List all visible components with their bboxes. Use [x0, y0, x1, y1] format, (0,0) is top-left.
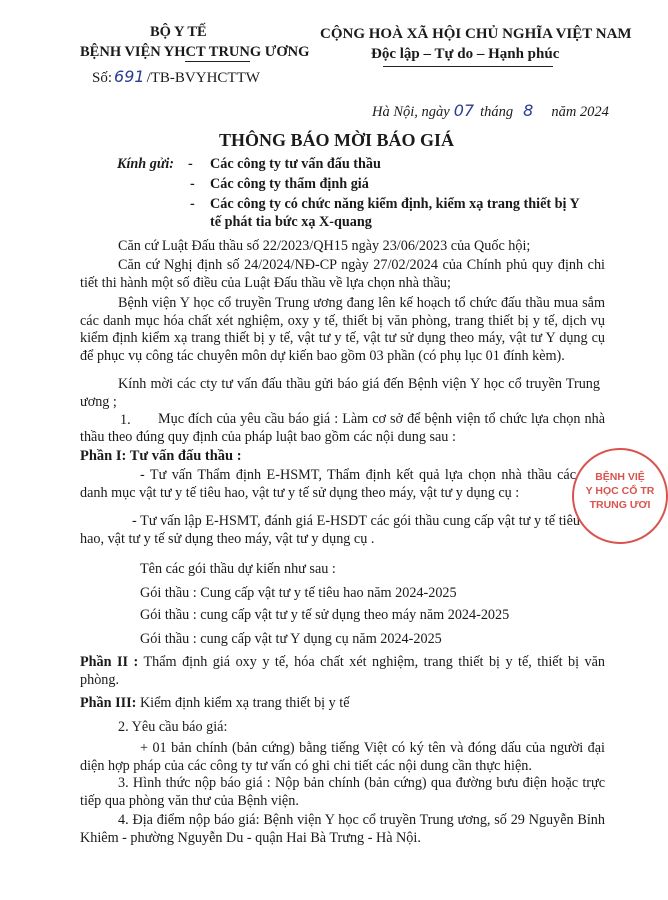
country-name: CỘNG HOÀ XÃ HỘI CHỦ NGHĨA VIỆT NAM: [320, 26, 632, 42]
issue-date: Hà Nội, ngày 07 tháng 8 năm 2024: [372, 101, 609, 120]
recipient-item: Các công ty thẩm định giá: [210, 176, 369, 192]
invitation-paragraph: Kính mời các cty tư vấn đấu thầu gửi báo giá đến Bệnh viện Y học cổ truyền Trung ương ;: [80, 376, 600, 410]
header-left-rule: [185, 61, 250, 62]
document-title: THÔNG BÁO MỜI BÁO GIÁ: [219, 130, 455, 150]
purpose-number: 1.: [120, 412, 131, 428]
recipient-dash: -: [188, 156, 193, 172]
submission-place: 4. Địa điểm nộp báo giá: Bệnh viện Y học cổ truyền Trung ương, số 29 Nguyễn Bỉnh Khiêm - phường Nguyễn Du - quận Hai Bà Trưng - Hà Nội.: [80, 812, 605, 846]
document-number: Số: 691 /TB-BVYHCTTW: [92, 67, 260, 86]
national-motto: Độc lập – Tự do – Hạnh phúc: [371, 46, 560, 62]
packages-intro: Tên các gói thầu dự kiến như sau :: [140, 561, 336, 577]
recipient-dash: -: [190, 176, 195, 192]
submission-method: 3. Hình thức nộp báo giá : Nộp bản chính (bản cứng) qua đường bưu điện hoặc trực tiếp qua phòng văn thư của Bệnh viện.: [80, 775, 605, 809]
part2-text: Thẩm định giá oxy y tế, hóa chất xét nghiệm, trang thiết bị y tế, thiết bị văn phòng.: [80, 654, 605, 688]
recipient-item: Các công ty tư vấn đấu thầu: [210, 156, 381, 172]
stamp-text-line: Y HỌC CỔ TR: [585, 485, 655, 497]
purpose-paragraph: Mục đích của yêu cầu báo giá : Làm cơ sở để bệnh viện tổ chức lựa chọn nhà thầu theo đúng quy định của pháp luật bao gồm các nội dung sau :: [80, 411, 605, 445]
legal-basis-decree: Căn cứ Nghị định số 24/2024/NĐ-CP ngày 27/02/2024 của Chính phủ quy định chi tiết thi hành một số điều của Luật Đấu thầu về lựa chọn nhà thầu;: [80, 257, 605, 291]
part3-text: Kiểm định kiểm xạ trang thiết bị y tế: [139, 695, 350, 711]
part1-item-b: - Tư vấn lập E-HSMT, đánh giá E-HSDT các gói thầu cung cấp vật tư y tế tiêu hao, vật tư y tế sử dụng theo máy, vật tư y dụng cụ .: [80, 513, 580, 547]
part1-title: Phần I: Tư vấn đấu thầu :: [80, 448, 242, 464]
part1-item-a: - Tư vấn Thẩm định E-HSMT, Thẩm định kết quả lựa chọn nhà thầu các danh mục vật tư y tế tiêu hao, vật tư y tế sử dụng theo máy, vật tư y dụng cụ :: [80, 467, 576, 501]
part2-title: Phần II :: [80, 654, 139, 670]
recipient-dash: -: [190, 196, 195, 212]
part2-paragraph: [80, 654, 605, 689]
request-title: 2. Yêu cầu báo giá:: [118, 719, 228, 735]
stamp-text-line: TRUNG ƯƠI: [589, 499, 651, 511]
recipients-label: Kính gửi:: [117, 156, 174, 172]
header-right-rule: [383, 66, 553, 67]
handwritten-doc-number: 691: [114, 67, 145, 86]
recipient-item: tế phát tia bức xạ X-quang: [210, 214, 372, 230]
request-paragraph: + 01 bản chính (bản cứng) bằng tiếng Việt có ký tên và đóng dấu của người đại diện hợp pháp của các công ty tư vấn có ghi chi tiết các nội dung cần thực hiện.: [80, 740, 605, 774]
ministry-name: BỘ Y TẾ: [150, 24, 207, 40]
legal-basis-law: Căn cứ Luật Đấu thầu số 22/2023/QH15 ngày 23/06/2023 của Quốc hội;: [118, 238, 531, 254]
package-item: Gói thầu : cung cấp vật tư Y dụng cụ năm 2024-2025: [140, 631, 442, 647]
stamp-text-line: BỆNH VIỆ: [595, 471, 645, 483]
official-seal-stamp: [572, 448, 668, 544]
intro-paragraph: Bệnh viện Y học cổ truyền Trung ương đang lên kế hoạch tổ chức đấu thầu mua sắm các danh mục hóa chất xét nghiệm, oxy y tế, thiết bị văn phòng, trang thiết bị y tế, dịch vụ kiểm định kiểm xạ trang thiết bị y tế, vật tư y tế, vật tư sử dụng theo máy, vật tư Y dụng cụ để phục vụ công tác chuyên môn dự kiến bao gồm 03 phần (có phụ lục 01 đính kèm).: [80, 295, 605, 364]
part3-paragraph: [80, 694, 350, 712]
hospital-name: BỆNH VIỆN YHCT TRUNG ƯƠNG: [80, 44, 310, 60]
package-item: Gói thầu : cung cấp vật tư y tế sử dụng theo máy năm 2024-2025: [140, 607, 510, 623]
recipient-item: Các công ty có chức năng kiểm định, kiểm xạ trang thiết bị Y: [210, 196, 580, 212]
package-item: Gói thầu : Cung cấp vật tư y tế tiêu hao năm 2024-2025: [140, 585, 457, 601]
part3-title: Phần III:: [80, 695, 137, 711]
